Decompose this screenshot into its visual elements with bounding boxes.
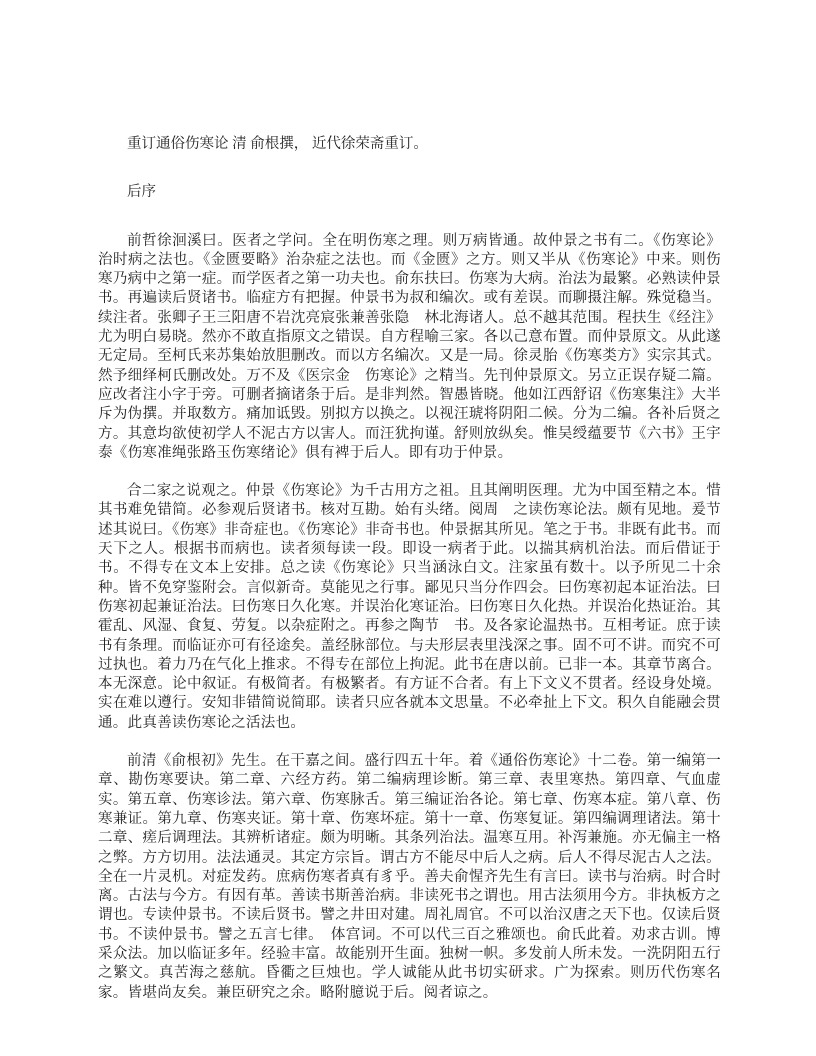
section-heading: 后序 [127,184,156,201]
paragraph-2: 合二家之说观之。仲景《伤寒论》为千古用方之祖。且其阐明医理。尤为中国至精之本。惜其书难免错简。必参观后贤诸书。核对互勘。始有头绪。阅周 之读伤寒论法。颇有见地。爰节述其说曰。《伤寒》非奇症也。《伤寒论》非奇书也。仲景据其所见。笔之于书。非既有此书。而天下之人。根据书而病也。读者须每读一段。即设一病者于此。以揣其病机治法。而后借证于书。不得专在文本上安排。总之读《伤寒论》只当涵泳白文。注家虽有数十。以予所见二十余种。皆不免穿鉴附会。言似新奇。莫能见之行事。鄙见只当分作四会。曰伤寒初起本证治法。曰伤寒初起兼证治法。曰伤寒日久化寒。并误治化寒证治。曰伤寒日久化热。并误治化热证治。其霍乱、风湿、食复、劳复。以杂症附之。再参之陶节 书。及各家论温热书。互相考证。庶于读书有条理。而临证亦可有径途矣。盖经脉部位。与夫形层表里浅深之事。固不可不讲。而究不可过执也。着力乃在气化上推求。不得专在部位上拘泥。此书在唐以前。已非一本。其章节离合。本无深意。论中叙证。有极简者。有极繁者。有方证不合者。有上下文义不贯者。经设身处境。实在难以遵行。安知非错简说简耶。读者只应各就本文思量。不必牵扯上下文。积久自能融会贯通。此真善读伤寒论之活法也。 [98,483,721,731]
document-title: 重订通俗伤寒论 清 俞根撰， 近代徐荣斋重订。 [127,136,428,152]
paragraph-3: 前清《俞根初》先生。在干嘉之间。盛行四五十年。着《通俗伤寒论》十二卷。第一编第一章、勘伤寒要诀。第二章、六经方药。第二编病理诊断。第三章、表里寒热。第四章、气血虚实。第五章、伤寒诊法。第六章、伤寒脉舌。第三编证治各论。第七章、伤寒本症。第八章、伤寒兼证。第九章、伤寒夹证。第十章、伤寒坏症。第十一章、伤寒复证。第四编调理诸法。第十二章、瘥后调理法。其辨析诸症。颇为明晰。其条列治法。温寒互用。补泻兼施。亦无偏主一格之弊。方方切用。法法通灵。其定方宗旨。谓古方不能尽中后人之病。后人不得尽泥古人之法。全在一片灵机。对症发药。庶病伤寒者真有豸乎。善夫俞惺齐先生有言曰。读书与治病。时合时离。古法与今方。有因有革。善读书斯善治病。非读死书之谓也。用古法须用今方。非执板方之谓也。专读仲景书。不读后贤书。譬之井田对建。周礼周官。不可以治汉唐之天下也。仅读后贤书。不读仲景书。譬之五言七律。 体宫词。不可以代三百之雅颂也。俞氏此着。劝求古训。博采众法。加以临证多年。经验丰富。故能别开生面。独树一帜。多发前人所未发。一洗阴阳五行之繁文。真苦海之慈航。昏衢之巨烛也。学人诚能从此书切实研求。广为探索。则历代伤寒名家。皆堪尚友矣。兼臣研究之余。略附臆说于后。阅者谅之。 [98,753,721,1001]
paragraph-1: 前哲徐洄溪曰。医者之学问。全在明伤寒之理。则万病皆通。故仲景之书有二。《伤寒论》治时病之法也。《金匮要略》治杂症之法也。而《金匮》之方。则又半从《伤寒论》中来。则伤寒乃病中之第一症。而学医者之第一功夫也。俞东扶曰。伤寒为大病。治法为最繁。必熟读仲景书。再遍读后贤诸书。临症方有把握。仲景书为叔和编次。或有差误。而聊摄注解。殊觉稳当。续注者。张卿子王三阳唐不岩沈亮宸张兼善张隐 林北海诸人。总不越其范围。程扶生《经注》尤为明白易晓。然亦不敢直指原文之错误。自方程喻三家。各以己意布置。而仲景原文。从此遂无定局。至柯氏来苏集始放胆删改。而以方名编次。又是一局。徐灵胎《伤寒类方》实宗其式。然予细绎柯氏删改处。万不及《医宗金 伤寒论》之精当。先刊仲景原文。另立正误存疑二篇。应改者注小字于旁。可删者摘诸条于后。是非判然。智愚皆晓。他如江西舒诏《伤寒集注》大半斥为伪撰。并取数方。痛加诋毁。别拟方以换之。以视汪琥将阴阳二候。分为二编。各补后贤之方。其意均欲使初学人不泥古方以害人。而汪犹拘谨。舒则放纵矣。惟吴绶蕴要节《六书》王宇泰《伤寒准绳张路玉伤寒绪论》俱有裨于后人。即有功于仲景。 [98,232,721,461]
